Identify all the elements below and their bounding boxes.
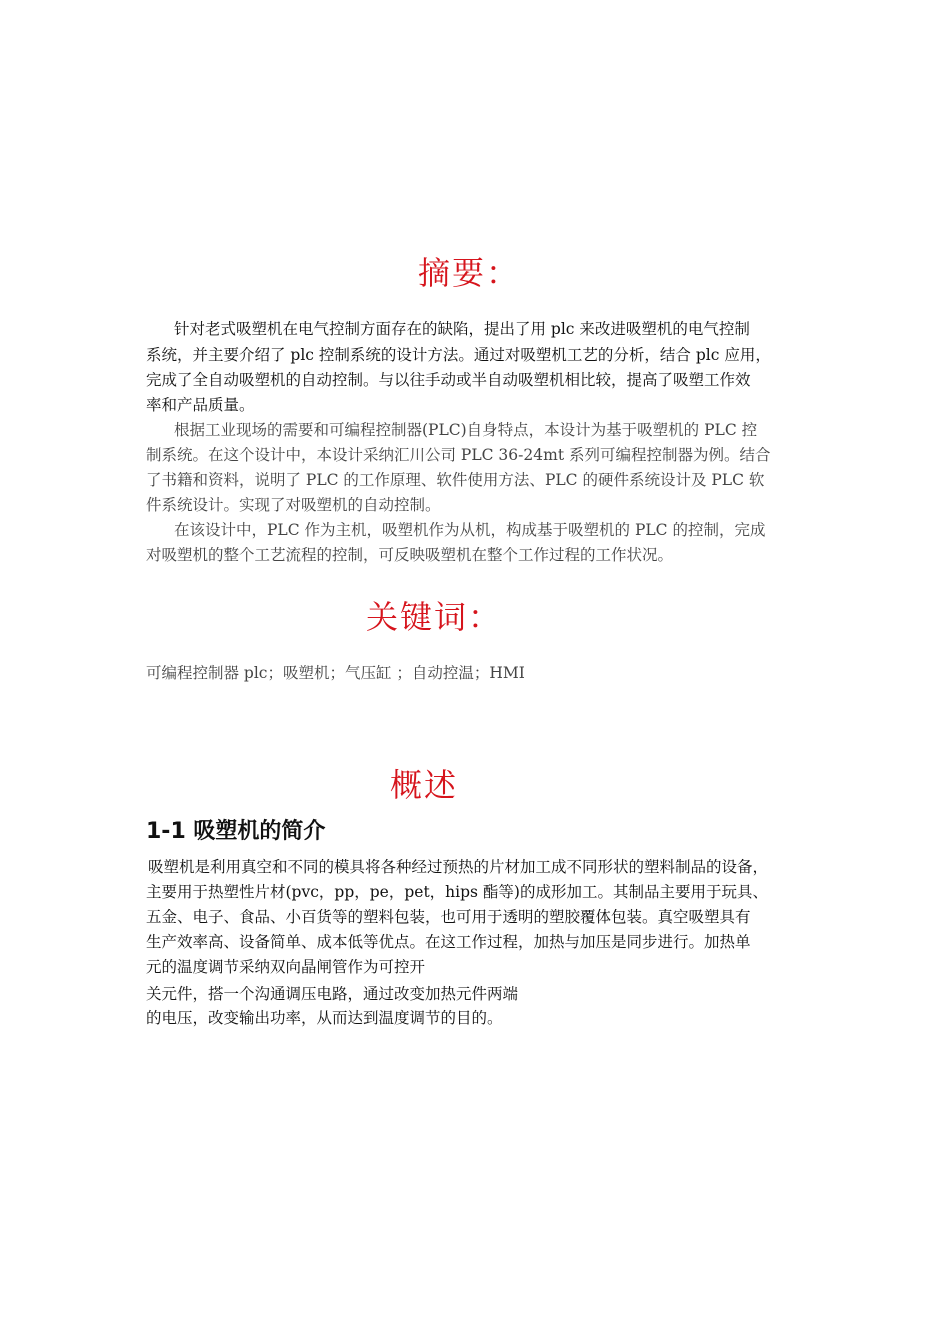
- overview-heading: 概述: [390, 766, 459, 804]
- abstract-p1-line-4: 率和产品质量。: [146, 396, 255, 414]
- abstract-heading: 摘要：: [418, 254, 521, 292]
- abstract-p3-line-1: 在该设计中，PLC 作为主机，吸塑机作为从机，构成基于吸塑机的 PLC 的控制，完成: [174, 521, 766, 539]
- overview-line-1: 吸塑机是利用真空和不同的模具将各种经过预热的片材加工成不同形状的塑料制品的设备，: [148, 858, 769, 876]
- overview-line-6: 关元件，搭一个沟通调压电路，通过改变加热元件两端: [146, 985, 519, 1003]
- abstract-p1-line-3: 完成了全自动吸塑机的自动控制。与以往手动或半自动吸塑机相比较，提高了吸塑工作效: [146, 371, 751, 389]
- abstract-p2-line-2: 制系统。在这个设计中，本设计采纳汇川公司 PLC 36-24mt 系列可编程控制器为例。结合: [146, 446, 771, 464]
- overview-line-2: 主要用于热塑性片材(pvc，pp，pe，pet，hips 酯等)的成形加工。其制品主要用于玩具、: [146, 883, 768, 901]
- keywords-text: 可编程控制器 plc；吸塑机；气压缸 ；自动控温；HMI: [146, 664, 525, 682]
- keywords-heading: 关键词：: [366, 598, 503, 636]
- abstract-p2-line-1: 根据工业现场的需要和可编程控制器(PLC)自身特点，本设计为基于吸塑机的 PLC 控: [174, 421, 758, 439]
- overview-line-3: 五金、电子、食品、小百货等的塑料包装，也可用于透明的塑胶覆体包装。真空吸塑具有: [146, 908, 751, 926]
- abstract-p2-line-4: 件系统设计。实现了对吸塑机的自动控制。: [146, 496, 441, 514]
- overview-line-4: 生产效率高、设备简单、成本低等优点。在这工作过程，加热与加压是同步进行。加热单: [146, 933, 751, 951]
- abstract-p1-line-1: 针对老式吸塑机在电气控制方面存在的缺陷，提出了用 plc 来改进吸塑机的电气控制: [174, 320, 750, 338]
- abstract-p2-line-3: 了书籍和资料，说明了 PLC 的工作原理、软件使用方法、PLC 的硬件系统设计及 PLC 软: [146, 471, 765, 489]
- overview-line-5: 元的温度调节采纳双向晶闸管作为可控开: [146, 958, 426, 976]
- overview-line-7: 的电压，改变输出功率，从而达到温度调节的目的。: [146, 1009, 503, 1027]
- section-title: 1-1 吸塑机的简介: [146, 819, 326, 844]
- abstract-p1-line-2: 系统，并主要介绍了 plc 控制系统的设计方法。通过对吸塑机工艺的分析，结合 plc 应用，: [146, 346, 771, 364]
- abstract-p3-line-2: 对吸塑机的整个工艺流程的控制，可反映吸塑机在整个工作过程的工作状况。: [146, 546, 674, 564]
